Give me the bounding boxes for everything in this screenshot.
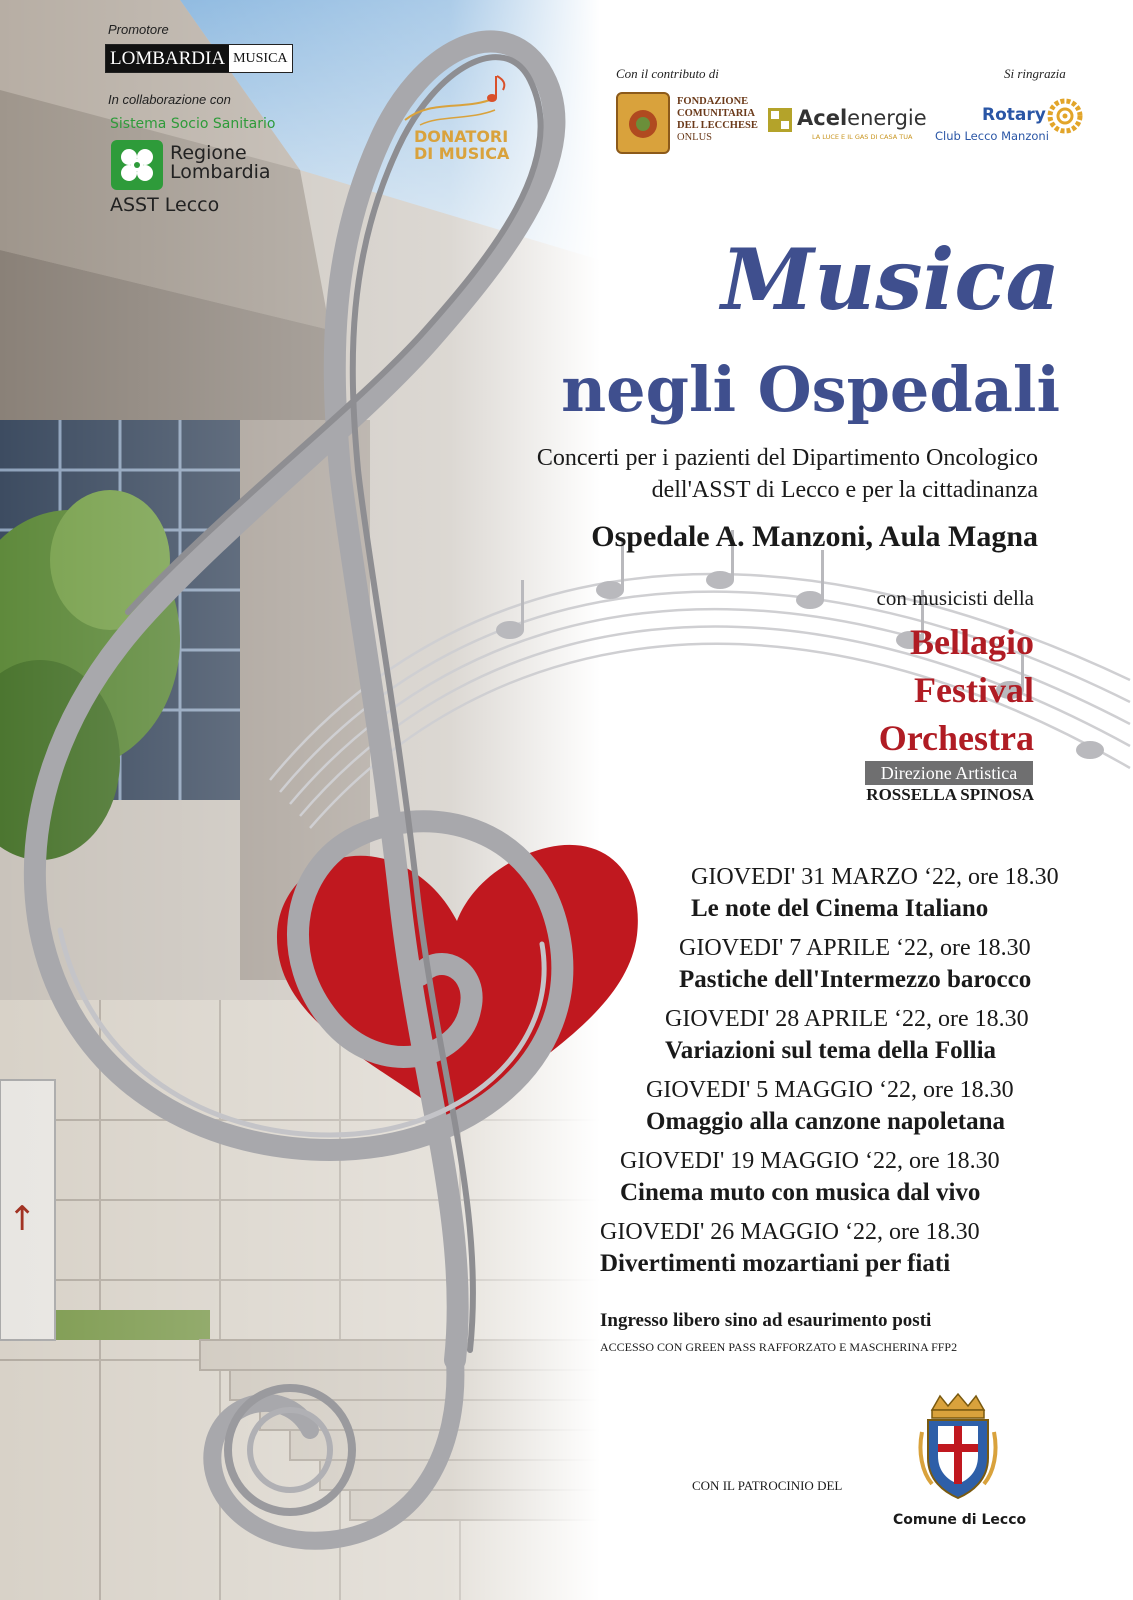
hand-note-icon bbox=[400, 70, 520, 130]
fondazione-line2: COMUNITARIA bbox=[677, 108, 755, 119]
event-4-title: Omaggio alla canzone napoletana bbox=[646, 1108, 1006, 1135]
director-name: ROSSELLA SPINOSA bbox=[866, 785, 1034, 804]
patrocinio-label: CON IL PATROCINIO DEL bbox=[692, 1478, 843, 1493]
rotary-wheel-icon bbox=[1047, 98, 1083, 134]
venue: Ospedale A. Manzoni, Aula Magna bbox=[591, 520, 1038, 553]
orchestra-line1: Bellagio bbox=[910, 622, 1034, 662]
collaborazione-label: In collaborazione con bbox=[108, 92, 231, 107]
event-2-title: Pastiche dell'Intermezzo barocco bbox=[679, 966, 1032, 993]
comune-coat-of-arms-icon bbox=[918, 1392, 998, 1500]
event-5-date: GIOVEDI' 19 MAGGIO ‘22, ore 18.30 bbox=[620, 1148, 1000, 1174]
acel-tagline: LA LUCE E IL GAS DI CASA TUA bbox=[812, 133, 913, 141]
regione-line1: Regione bbox=[170, 142, 247, 164]
orchestra-line3: Orchestra bbox=[878, 718, 1034, 758]
title-line2: negli Ospedali bbox=[561, 353, 1060, 426]
orchestra-name bbox=[760, 618, 1034, 762]
donatori-line1: DONATORI bbox=[414, 127, 509, 146]
event-1-title: Le note del Cinema Italiano bbox=[691, 895, 989, 922]
asst-lecco-label: ASST Lecco bbox=[110, 194, 220, 216]
orchestra-line2: Festival bbox=[914, 670, 1034, 710]
acel-name bbox=[797, 106, 927, 130]
fondazione-emblem-icon bbox=[616, 92, 670, 154]
fondazione-label bbox=[677, 96, 758, 144]
fondazione-line1: FONDAZIONE bbox=[677, 96, 749, 107]
contributo-label: Con il contributo di bbox=[616, 66, 719, 81]
event-3-title: Variazioni sul tema della Follia bbox=[665, 1037, 997, 1064]
event-3-date: GIOVEDI' 28 APRILE ‘22, ore 18.30 bbox=[665, 1006, 1029, 1032]
subtitle-line1: Concerti per i pazienti del Dipartimento Oncologico bbox=[536, 445, 1038, 471]
lombardia-musica-logo bbox=[105, 44, 293, 73]
comune-label: Comune di Lecco bbox=[893, 1512, 1027, 1528]
event-1-date: GIOVEDI' 31 MARZO ‘22, ore 18.30 bbox=[691, 864, 1059, 890]
lombardia-musica-suffix: MUSICA bbox=[229, 45, 291, 72]
subtitle bbox=[450, 442, 1038, 506]
subtitle-line2: dell'ASST di Lecco e per la cittadinanza bbox=[651, 477, 1038, 503]
event-5-title: Cinema muto con musica dal vivo bbox=[620, 1179, 981, 1206]
donatori-logo bbox=[400, 70, 520, 170]
lombardia-musica-main: LOMBARDIA bbox=[106, 45, 229, 72]
event-6-date: GIOVEDI' 26 MAGGIO ‘22, ore 18.30 bbox=[600, 1219, 980, 1245]
musicians-intro: con musicisti della bbox=[876, 586, 1034, 610]
entry-line1: Ingresso libero sino ad esaurimento posti bbox=[600, 1310, 932, 1331]
fondazione-line4: ONLUS bbox=[677, 132, 713, 143]
donatori-line2: DI MUSICA bbox=[414, 144, 510, 163]
acel-name-b: energie bbox=[847, 106, 927, 130]
acel-name-a: Acel bbox=[797, 106, 848, 130]
direzione-label: Direzione Artistica bbox=[865, 761, 1033, 785]
promotore-label: Promotore bbox=[108, 22, 169, 37]
entry-line2: ACCESSO CON GREEN PASS RAFFORZATO E MASCHERINA FFP2 bbox=[600, 1340, 958, 1354]
ringrazia-label: Si ringrazia bbox=[1004, 66, 1066, 81]
rotary-club-label: Club Lecco Manzoni bbox=[935, 129, 1049, 143]
event-6-title: Divertimenti mozartiani per fiati bbox=[600, 1250, 951, 1277]
regione-line2: Lombardia bbox=[170, 161, 271, 183]
event-2-date: GIOVEDI' 7 APRILE ‘22, ore 18.30 bbox=[679, 935, 1031, 961]
title-line1: Musica bbox=[721, 230, 1060, 329]
fondazione-line3: DEL LECCHESE bbox=[677, 120, 758, 131]
sistema-socio-sanitario-label: Sistema Socio Sanitario bbox=[110, 116, 276, 132]
event-4-date: GIOVEDI' 5 MAGGIO ‘22, ore 18.30 bbox=[646, 1077, 1014, 1103]
rotary-name: Rotary bbox=[982, 105, 1046, 125]
acel-logo-icon bbox=[768, 108, 792, 132]
regione-lombardia-label bbox=[170, 144, 271, 182]
regione-cross-icon bbox=[111, 140, 163, 190]
